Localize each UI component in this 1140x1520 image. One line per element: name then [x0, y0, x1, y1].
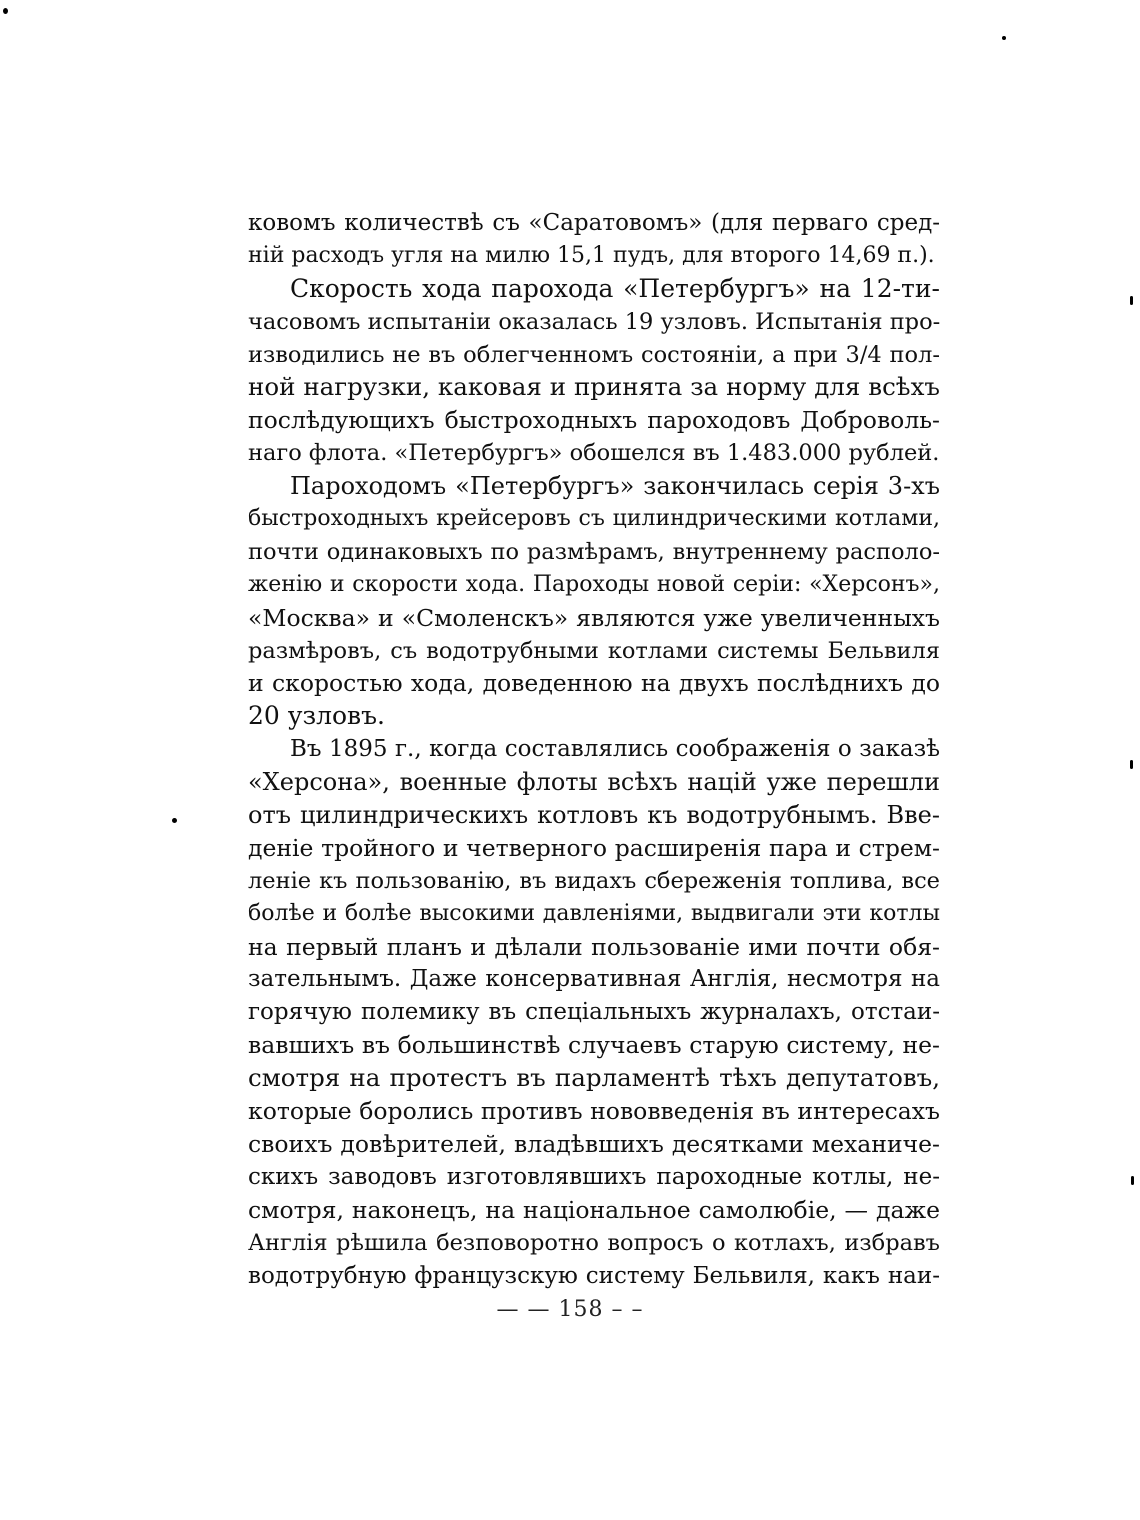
text-line: «Москва» и «Смоленскъ» являются уже увеличенныхъ	[248, 603, 940, 632]
text-line: отъ цилиндрическихъ котловъ къ водотрубнымъ. Вве-	[248, 801, 940, 830]
text-line: часовомъ испытанiи оказалась 19 узловъ. Испытанія про-	[248, 308, 941, 335]
text-line: на первый планъ и дѣлали пользованіе ими почти обя-	[248, 932, 940, 961]
text-line: болѣе и болѣе высокими давленіями, выдвигали эти котлы	[248, 900, 940, 926]
text-line: размѣровъ, съ водотрубными котлами системы Бельвиля	[248, 637, 940, 664]
text-line: Въ 1895 г., когда составлялись соображенія о заказѣ	[290, 736, 940, 763]
paragraph	[248, 273, 940, 470]
text-line: ной нагрузки, каковая и принята за норму для всѣхъ	[248, 372, 940, 402]
text-line: которые боролись противъ нововведенія въ интересахъ	[248, 1097, 940, 1126]
text-line: вавшихъ въ большинствѣ случаевъ старую систему, не-	[248, 1031, 940, 1060]
text-line: послѣдующихъ быстроходныхъ пароходовъ Доброволь-	[248, 406, 940, 435]
text-line: «Херсона», военные флоты всѣхъ націй уже перешли	[248, 768, 940, 797]
scan-speck	[1130, 760, 1133, 769]
scan-speck	[1131, 1176, 1134, 1185]
text-line: ній расходъ угля на милю 15,1 пудъ, для второго 14,69 п.).	[248, 242, 935, 268]
text-line: женію и скорости хода. Пароходы новой серіи: «Херсонъ»,	[248, 571, 940, 597]
paragraph	[248, 733, 940, 1292]
text-line: горячую полемику въ спеціальныхъ журналахъ, отстаи-	[248, 999, 940, 1026]
text-line: скихъ заводовъ изготовлявшихъ пароходные котлы, не-	[248, 1163, 940, 1190]
body-text	[248, 207, 940, 1292]
text-line: Англія рѣшила безповоротно вопросъ о котлахъ, избравъ	[248, 1229, 940, 1256]
text-line: почти одинаковыхъ по размѣрамъ, внутреннему располо-	[248, 538, 940, 565]
paragraph	[248, 207, 940, 273]
text-line: наго флота. «Петербургъ» обошелся въ 1.483.000 рублей.	[248, 440, 940, 467]
page-number: — — 158 – –	[496, 1297, 644, 1322]
text-line: смотря, наконецъ, на національное самолюбіе, — даже	[248, 1195, 940, 1224]
text-line: Пароходомъ «Петербургъ» закончилась серія 3-хъ	[290, 472, 940, 501]
scan-speck	[1002, 36, 1006, 40]
scan-speck	[172, 818, 177, 823]
text-line: деніе тройного и четверного расширенія пара и стрем-	[248, 833, 940, 862]
text-line: ковомъ количествѣ съ «Саратовомъ» (для перваго сред-	[248, 210, 940, 236]
text-line: Скорость хода парохода «Петербургъ» на 12-ти-	[290, 273, 940, 303]
text-line: леніе къ пользованію, въ видахъ сбереженія топлива, все	[248, 867, 940, 894]
text-line: быстроходныхъ крейсеровъ съ цилиндрическими котлами,	[248, 506, 940, 532]
text-line: зательнымъ. Даже консервативная Англія, несмотря на	[248, 966, 940, 993]
text-line: смотря на протестъ въ парламентѣ тѣхъ депутатовъ,	[248, 1063, 940, 1093]
text-line: и скоростью хода, доведенною на двухъ послѣднихъ до	[248, 669, 940, 698]
text-line: водотрубную французскую систему Бельвиля, какъ наи-	[248, 1262, 940, 1289]
text-line: 20 узловъ.	[248, 701, 385, 731]
scan-speck	[3, 8, 8, 14]
text-line: изводились не въ облегченномъ состоянiи, а при 3/4 пол-	[248, 341, 940, 368]
text-line: своихъ довѣрителей, владѣвшихъ десятками механиче-	[248, 1129, 940, 1158]
scan-speck	[1130, 296, 1133, 305]
paragraph	[248, 470, 940, 733]
